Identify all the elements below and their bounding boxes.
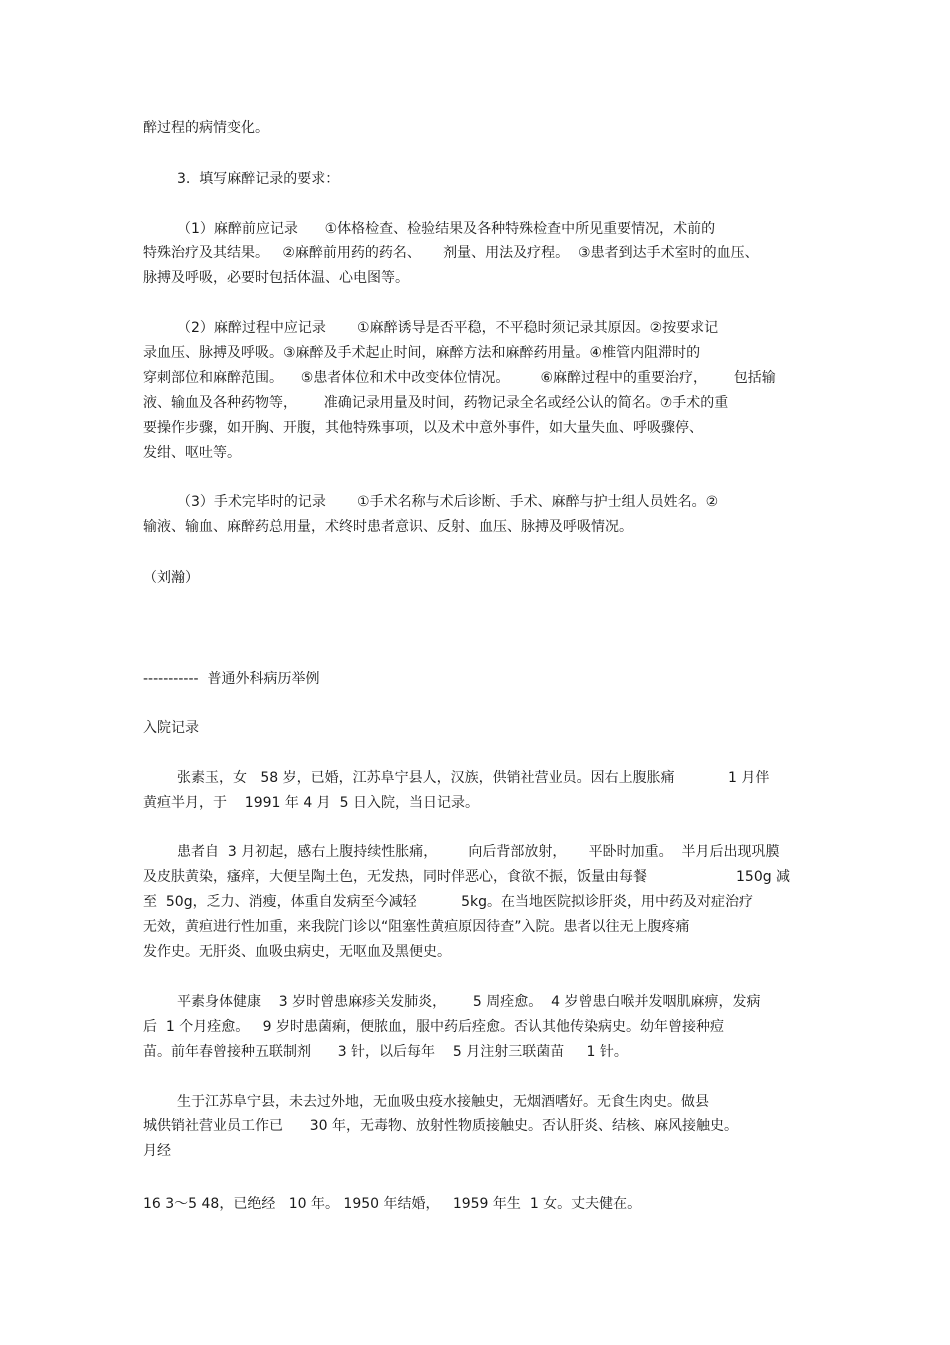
text-line: 无效，黄疸进行性加重，来我院门诊以“阻塞性黄疸原因待查”入院。患者以往无上腹疼痛	[143, 919, 690, 935]
text-line: 醉过程的病情变化。	[143, 120, 269, 136]
text-line: 张素玉，女 58 岁，已婚，江苏阜宁县人，汉族，供销社营业员。因右上腹胀痛 1 月伴	[177, 770, 770, 786]
text-line: 发绀、呕吐等。	[143, 445, 241, 461]
text-line: 液、输血及各种药物等， 准确记录用量及时间，药物记录全名或经公认的简名。⑦手术的重	[143, 395, 729, 411]
text-line: 脉搏及呼吸，必要时包括体温、心电图等。	[143, 270, 409, 286]
text-line: 后 1 个月痊愈。 9 岁时患菌痢，便脓血，服中药后痊愈。否认其他传染病史。幼年曾接种痘	[143, 1019, 724, 1035]
text-line: 录血压、脉搏及呼吸。③麻醉及手术起止时间，麻醉方法和麻醉药用量。④椎管内阻滞时的	[143, 345, 701, 361]
text-line: 至 50g，乏力、消瘦，体重自发病至今减轻 5kg。在当地医院拟诊肝炎，用中药及对症治疗	[143, 894, 754, 910]
text-line: 平素身体健康 3 岁时曾患麻疹关发肺炎， 5 周痊愈。 4 岁曾患白喉并发咽肌麻痹，发病	[177, 994, 761, 1010]
text-line: 要操作步骤，如开胸、开腹，其他特殊事项，以及术中意外事件，如大量失血、呼吸骤停、	[143, 420, 703, 436]
author-note: （刘瀚）	[143, 570, 199, 586]
text-line: （3）手术完毕时的记录 ①手术名称与术后诊断、手术、麻醉与护士组人员姓名。②	[177, 494, 719, 510]
text-line: 16 3～5 48，已绝经 10 年。 1950 年结婚， 1959 年生 1 女。丈夫健在。	[143, 1196, 642, 1212]
text-line: 特殊治疗及其结果。 ②麻醉前用药的药名、 剂量、用法及疗程。 ③患者到达手术室时的血压、	[143, 245, 759, 261]
section-heading: 入院记录	[143, 720, 199, 736]
text-line: （2）麻醉过程中应记录 ①麻醉诱导是否平稳，不平稳时须记录其原因。②按要求记	[177, 320, 719, 336]
text-line: 月经	[143, 1143, 171, 1159]
text-line: 输液、输血、麻醉药总用量，术终时患者意识、反射、血压、脉搏及呼吸情况。	[143, 519, 633, 535]
text-line: 患者自 3 月初起，感右上腹持续性胀痛， 向后背部放射， 平卧时加重。 半月后出现巩膜	[177, 844, 780, 860]
text-line: 苗。前年春曾接种五联制剂 3 针，以后每年 5 月注射三联菌苗 1 针。	[143, 1044, 628, 1060]
text-line: 及皮肤黄染，瘙痒，大便呈陶土色，无发热，同时伴恶心，食欲不振，饭量由每餐 150g 减	[143, 869, 791, 885]
section-title: ----------- 普通外科病历举例	[143, 671, 320, 687]
text-line: 生于江苏阜宁县，未去过外地，无血吸虫疫水接触史，无烟酒嗜好。无食生肉史。做县	[177, 1094, 709, 1110]
text-line: （1）麻醉前应记录 ①体格检查、检验结果及各种特殊检查中所见重要情况，术前的	[177, 221, 716, 237]
text-line: 黄疸半月，于 1991 年 4 月 5 日入院，当日记录。	[143, 795, 479, 811]
section-heading: 3. 填写麻醉记录的要求：	[177, 171, 340, 187]
text-line: 城供销社营业员工作已 30 年，无毒物、放射性物质接触史。否认肝炎、结核、麻风接触史。	[143, 1118, 738, 1134]
text-line: 发作史。无肝炎、血吸虫病史，无呕血及黑便史。	[143, 944, 451, 960]
text-line: 穿刺部位和麻醉范围。 ⑤患者体位和术中改变体位情况。 ⑥麻醉过程中的重要治疗， 包括输	[143, 370, 776, 386]
